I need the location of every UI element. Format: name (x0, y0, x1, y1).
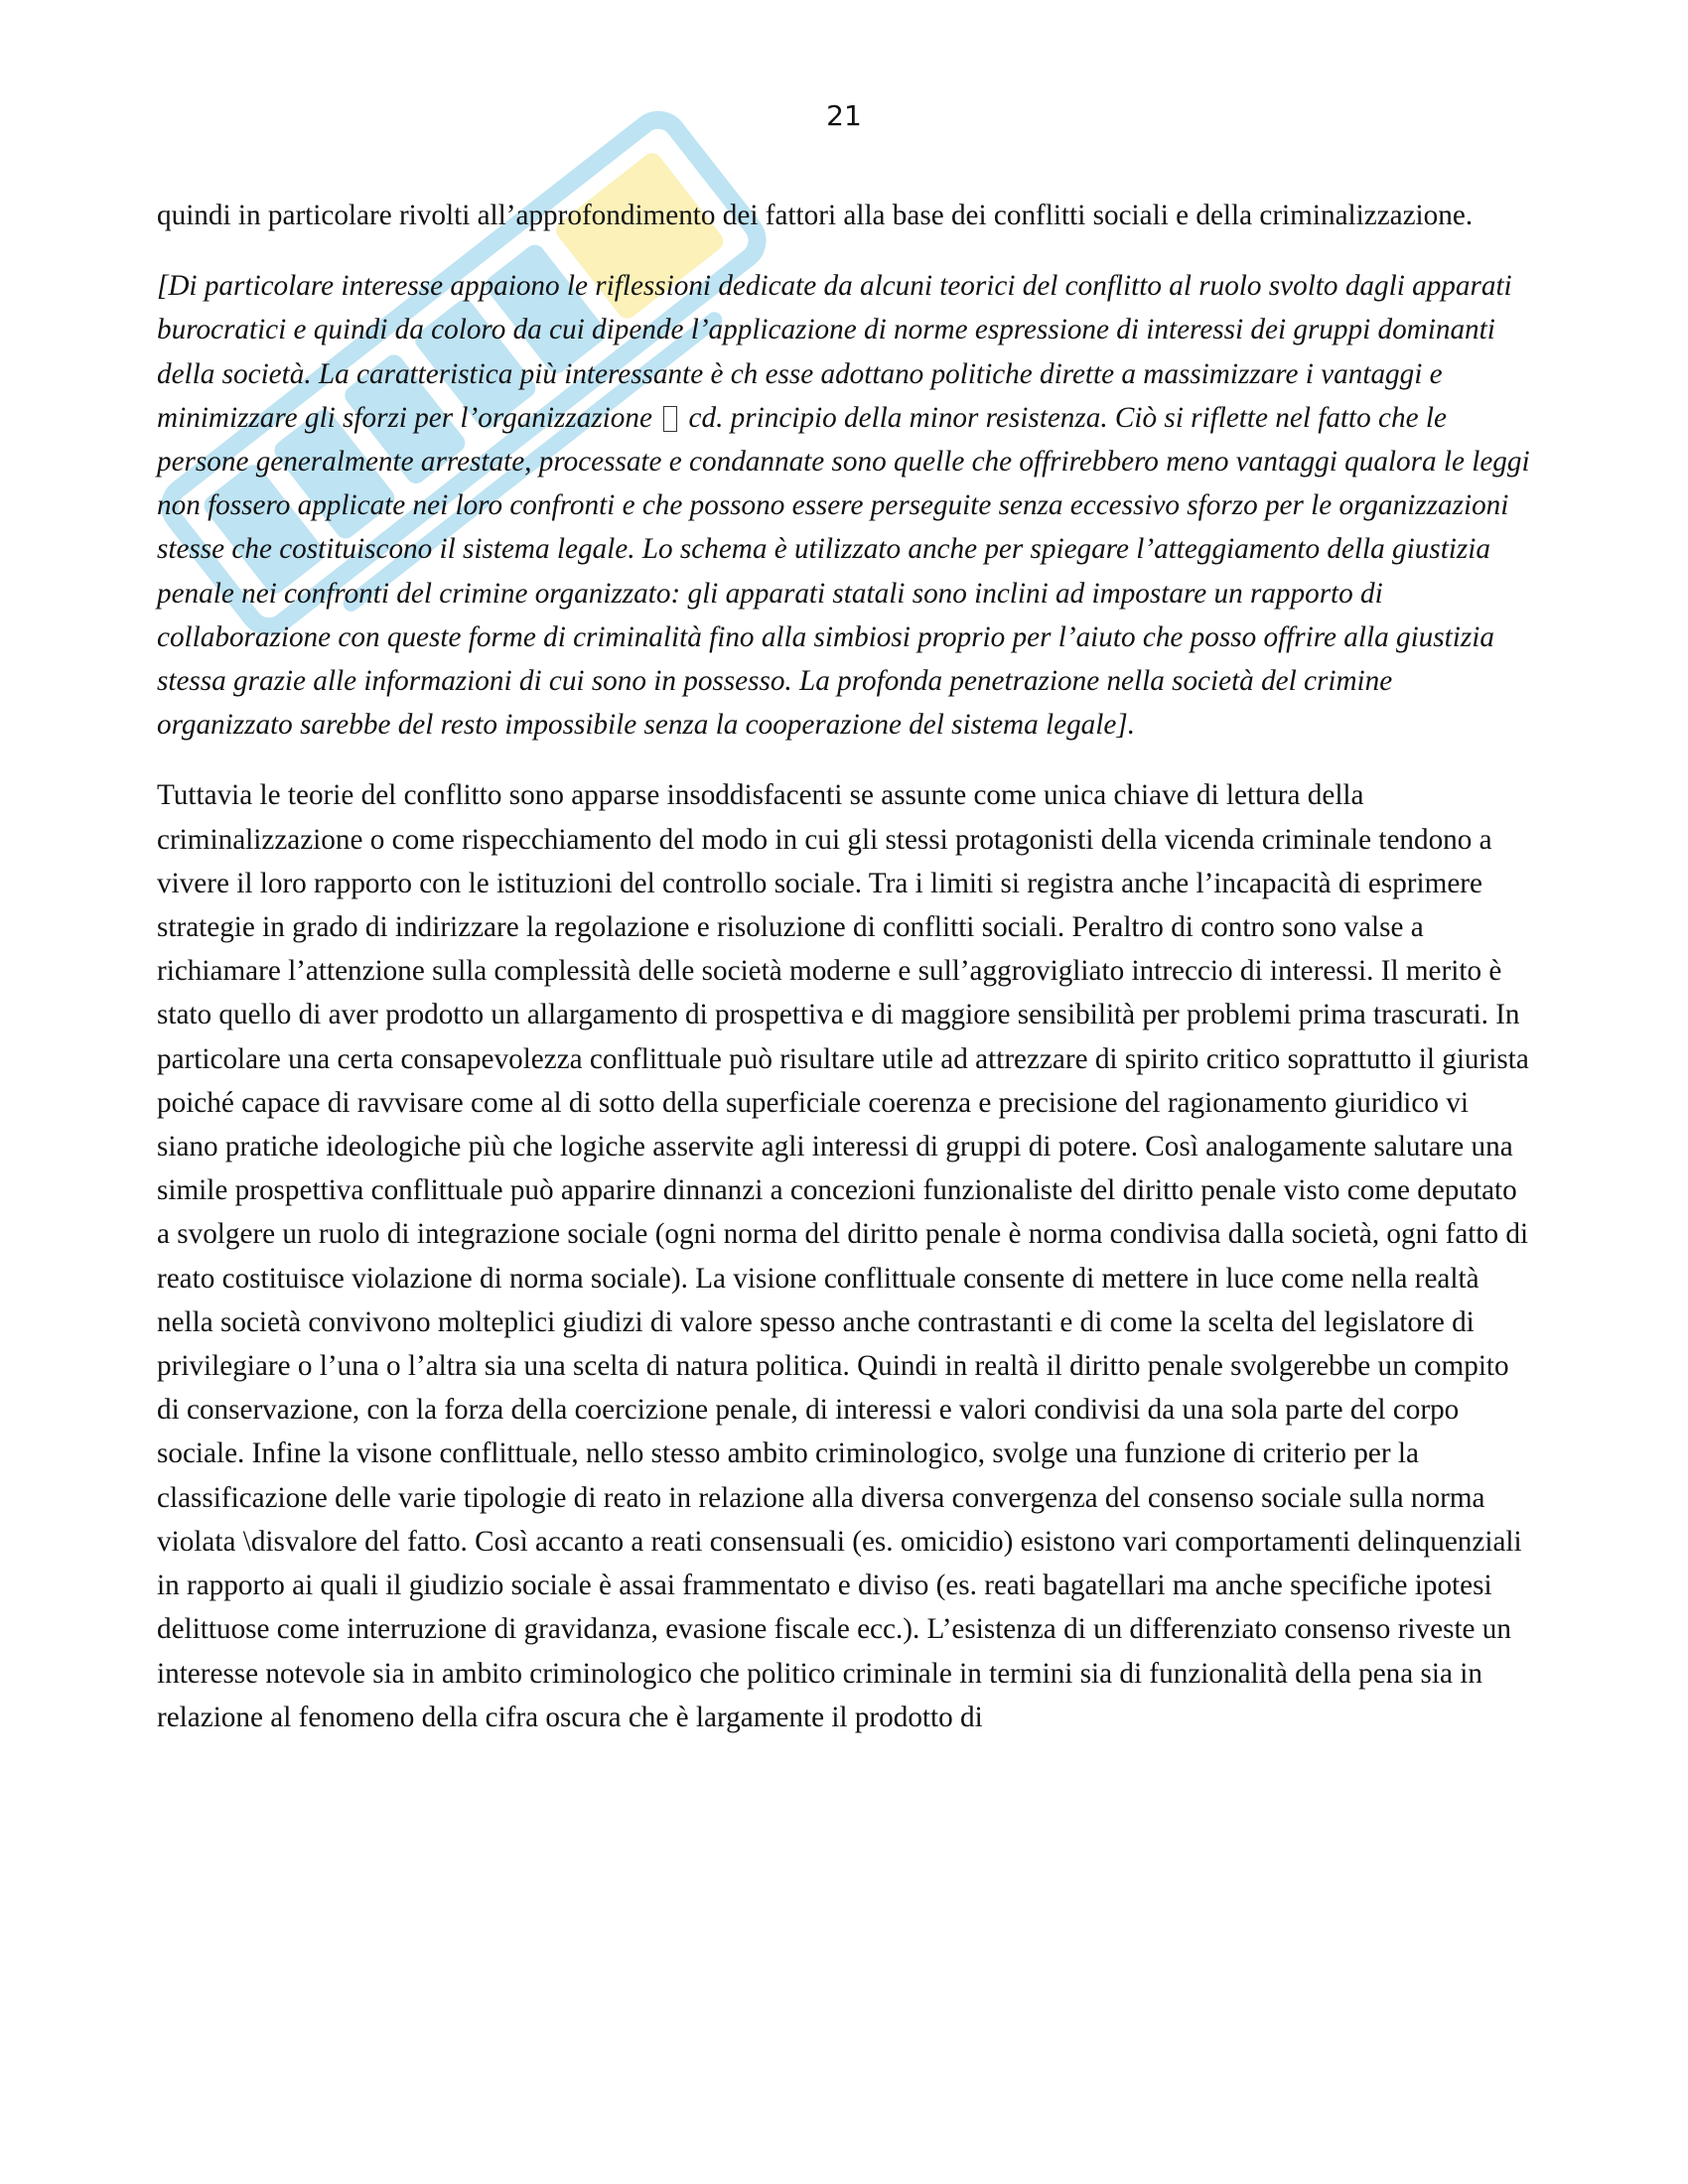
paragraph-conflict-theories: Tuttavia le teorie del conflitto sono apparse insoddisfacenti se assunte come unica chiave di lettura della criminalizzazione o come rispecchiamento del modo in cui gli stessi protagonisti della vicenda criminale tendono a vivere il loro rapporto con le istituzioni del controllo sociale. Tra i limiti si registra anche l’incapacità di esprimere strategie in grado di indirizzare la regolazione e risoluzione di conflitti sociali. Peraltro di contro sono valse a richiamare l’attenzione sulla complessità delle società moderne e sull’aggrovigliato intreccio di interessi. Il merito è stato quello di aver prodotto un allargamento di prospettiva e di maggiore sensibilità per problemi prima trascurati. In particolare una certa consapevolezza conflittuale può risultare utile ad attrezzare di spirito critico soprattutto il giurista poiché capace di ravvisare come al di sotto della superficiale coerenza e precisione del ragionamento giuridico vi siano pratiche ideologiche più che logiche asservite agli interessi di gruppi di potere. Così analogamente salutare una simile prospettiva conflittuale può apparire dinnanzi a concezioni funzionaliste del diritto penale visto come deputato a svolgere un ruolo di integrazione sociale (ogni norma del diritto penale è norma condivisa dalla società, ogni fatto di reato costituisce violazione di norma sociale). La visione conflittuale consente di mettere in luce come nella realtà nella società convivono molteplici giudizi di valore spesso anche contrastanti e di come la scelta del legislatore di privilegiare o l’una o l’altra sia una scelta di natura politica. Quindi in realtà il diritto penale svolgerebbe un compito di conservazione, con la forza della coercizione penale, di interessi e valori condivisi da una sola parte del corpo sociale. Infine la visone conflittuale, nello stesso ambito criminologico, svolge una funzione di criterio per la classificazione delle varie tipologie di reato in relazione alla diversa convergenza del consenso sociale sulla norma violata \disvalore del fatto. Così accanto a reati consensuali (es. omicidio) esistono vari comportamenti delinquenziali in rapporto ai quali il giudizio sociale è assai frammentato e diviso (es. reati bagatellari ma anche specifiche ipotesi delittuose come interruzione di gravidanza, evasione fiscale ecc.). L’esistenza di un differenziato consenso riveste un interesse notevole sia in ambito criminologico che politico criminale in termini sia di funzionalità della pena sia in relazione al fenomeno della cifra oscura che è largamente il prodotto di (157, 779, 1529, 1733)
paragraph-intro: quindi in particolare rivolti all’approfondimento dei fattori alla base dei conflitti sociali e della criminalizzazione. (157, 200, 1474, 231)
paragraph-bureaucracy-note-part1: [Di particolare interesse appaiono le riflessioni dedicate da alcuni teorici del conflitto al ruolo svolto dagli apparati burocratici e quindi da coloro da cui dipende l’applicazione di norme espressione di interessi dei gruppi dominanti della società. La caratteristica più interessante è ch esse adottano politiche dirette a massimizzare i vantaggi e minimizzare gli sforzi per l’organizzazione (157, 270, 1512, 434)
page-number: 21 (826, 99, 862, 132)
paragraph-bureaucracy-note-part2: cd. principio della minor resistenza. Ciò si riflette nel fatto che le persone generalmente arrestate, processate e condannate sono quelle che offrirebbero meno vantaggi qualora le leggi non fossero applicate nei loro confronti e che possono essere perseguite senza eccessivo sforzo per le organizzazioni stesse che costituiscono il sistema legale. Lo schema è utilizzato anche per spiegare l’atteggiamento della giustizia penale nei confronti del crimine organizzato: gli apparati statali sono inclini ad impostare un rapporto di collaborazione con queste forme di criminalità fino alla simbiosi proprio per l’aiuto che posso offrire alla giustizia stessa grazie alle informazioni di cui sono in possesso. La profonda penetrazione nella società del crimine organizzato sarebbe del resto impossibile senza la cooperazione del sistema legale]. (157, 401, 1530, 742)
missing-glyph-icon (663, 406, 677, 432)
document-body (157, 194, 1535, 1766)
paragraph-bureaucracy-note (157, 264, 1535, 747)
